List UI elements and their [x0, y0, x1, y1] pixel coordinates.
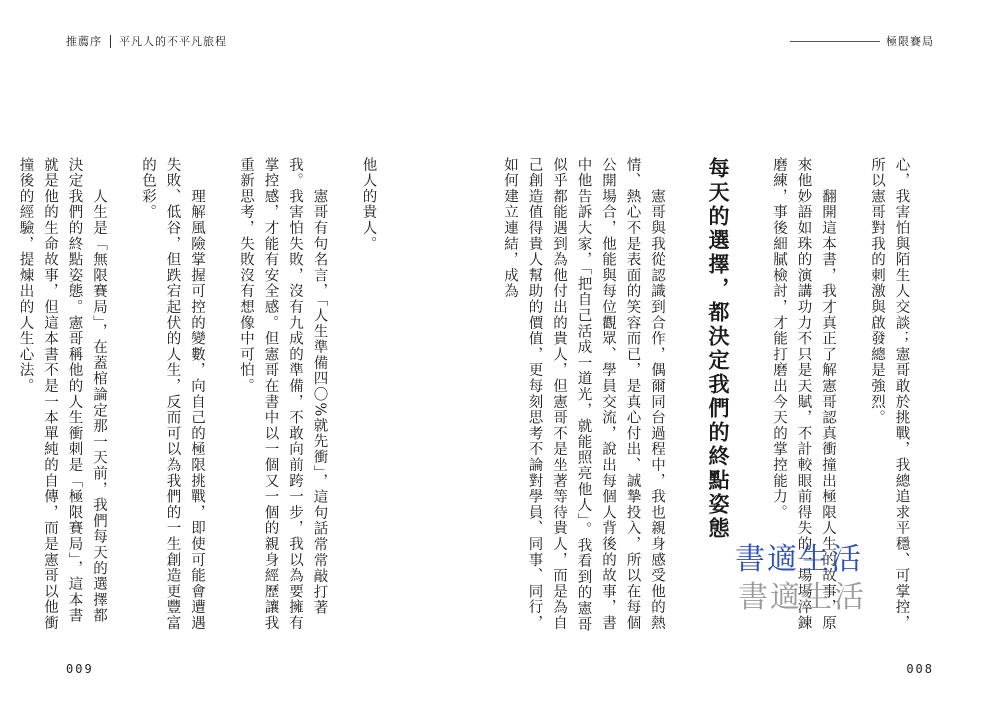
left-page-body — [17, 157, 405, 637]
header-chapter-title: 平凡人的不平凡旅程 — [119, 35, 227, 48]
page-number-right: 008 — [906, 662, 934, 676]
watermark-gray: 書適生活 — [738, 580, 866, 615]
header-section-label: 推薦序 — [66, 35, 102, 48]
paragraph: 心，我害怕與陌生人交談；憲哥敢於挑戰，我總追求平穩、可掌控，所以憲哥對我的刺激與啟發總是強烈。 — [869, 157, 910, 631]
header-book-title: 極限賽局 — [886, 35, 934, 48]
watermark-blue: 書適生活 — [735, 542, 863, 577]
section-heading: 每天的選擇，都決定我們的終點姿態 — [706, 157, 730, 541]
running-header-right — [790, 33, 934, 49]
running-header-left — [66, 33, 227, 49]
paragraph: 理解風險掌握可控的變數，向自己的極限挑戰，即使可能會遭遇失敗、低谷，但跌宕起伏的人生，反而可以為我們的一生創造更豐富的色彩。 — [140, 157, 205, 631]
header-rule — [790, 41, 880, 42]
paragraph: 人生是「無限賽局」，在蓋棺論定那一天前，我們每天的選擇都決定我們的終點姿態。憲哥稱他的人生衝刺是「極限賽局」，這本書就是他的生命故事，但這本書不是一本單純的自傳，而是憲哥以他衝撞後的經驗，提煉出的人生心法。 — [17, 157, 107, 631]
paragraph: 翻開這本書，我才真正了解憲哥認真衝撞出極限人生的故事，原來他妙語如珠的演講功力不只是天賦，不計較眼前得失的一場場淬鍊磨練，事後細膩檢討，才能打磨出今天的掌控能力。 — [771, 157, 836, 631]
paragraph: 憲哥與我從認識到合作，偶爾同台過程中，我也親身感受他的熱情、熱心不是表面的笑容而已，是真心付出、誠摯投入，所以在每個公開場合，他能與每位觀眾、學員交流，說出每個人背後的故事，書中他告訴大家，「把自己活成一道光，就能照亮他人」。我看到的憲哥似乎都能遇到為他付出的貴人，但憲哥不是坐著等待貴人，而是為自己創造值得貴人幫助的價值，更每刻思考不論對學員、同事、同行，如何建立連結，成為 — [502, 157, 665, 633]
header-divider — [110, 35, 111, 48]
paragraph: 他人的貴人。 — [360, 157, 377, 252]
paragraph: 憲哥有句名言，「人生準備四〇%就先衝」，這句話常常敲打著我。我害怕失敗，沒有九成的準備，不敢向前跨一步，我以為要擁有掌控感，才能有安全感。但憲哥在書中以一個又一個的親身經歷讓我重新思考，失敗沒有想像中可怕。 — [238, 157, 328, 631]
page-number-left: 009 — [66, 662, 94, 676]
